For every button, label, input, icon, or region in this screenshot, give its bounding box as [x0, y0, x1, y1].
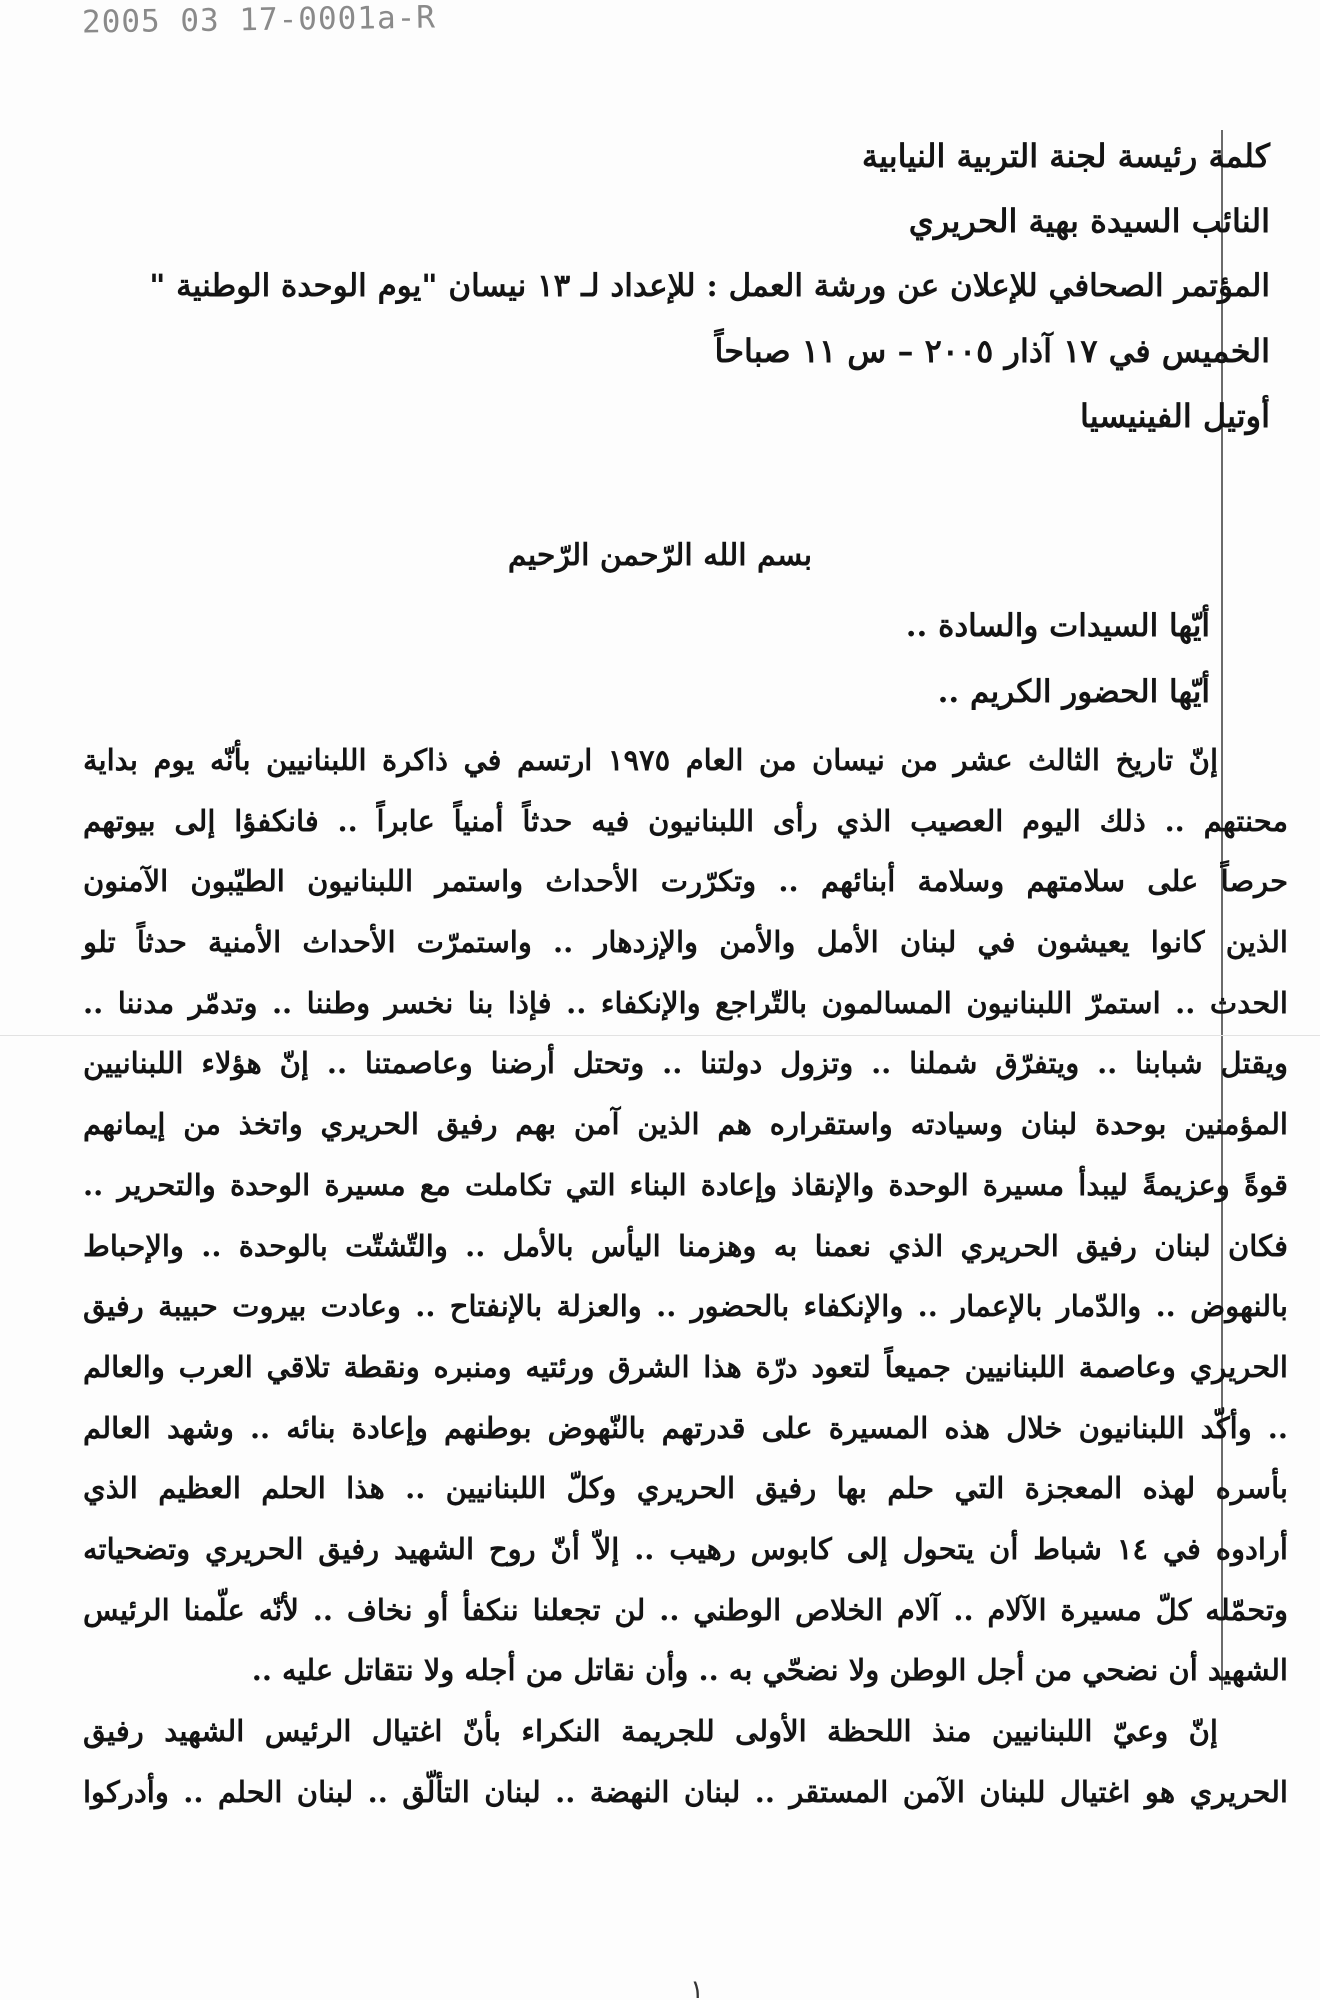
page-number: ١	[690, 1975, 704, 2005]
event-date: الخميس في ١٧ آذار ٢٠٠٥ – س ١١ صباحاً	[714, 332, 1270, 370]
salutations	[906, 593, 1210, 725]
salutation-line: أيّها السيدات والسادة ..	[905, 608, 1210, 644]
body-line: .. وأكّد اللبنانيون خلال هذه المسيرة على قدرتهم بالنّهوض بوطنهم وإعادة بنائه .. وشهد العالم	[83, 1410, 1288, 1445]
body-line: المؤمنين بوحدة لبنان وسيادته واستقراره هم الذين آمن بهم رفيق الحريري واتخذ من إيمانهم	[83, 1107, 1288, 1142]
basmala-heading: بسم الله الرّحمن الرّحيم	[507, 538, 813, 573]
body-line: وتحمّله كلّ مسيرة الآلام .. آلام الخلاص الوطني .. لن تجعلنا ننكفأ أو نخاف .. لأنّه علّمنا الرئيس	[83, 1592, 1288, 1627]
body-line: محنتهم .. ذلك اليوم العصيب الذي رأى اللبنانيون فيه حدثاً أمنياً عابراً .. فانكفؤا إلى بيوتهم	[83, 803, 1288, 838]
document-header	[150, 124, 1270, 449]
body-line: إنّ وعيّ اللبنانيين منذ اللحظة الأولى للجريمة النكراء بأنّ اغتيال الرئيس الشهيد رفيق	[83, 1714, 1218, 1748]
body-line: بأسره لهذه المعجزة التي حلم بها رفيق الحريري وكلّ اللبنانيين .. هذا الحلم العظيم الذي	[83, 1471, 1288, 1506]
speaker-name: النائب السيدة بهية الحريري	[908, 202, 1270, 240]
body-line: ويقتل شبابنا .. ويتفرّق شملنا .. وتزول دولتنا .. وتحتل أرضنا وعاصمتنا .. إنّ هؤلاء اللبنانيين	[83, 1046, 1288, 1081]
salutation-line: أيّها الحضور الكريم ..	[937, 674, 1210, 710]
event-venue: أوتيل الفينيسيا	[1079, 397, 1270, 435]
handwritten-reference-code: 2005 03 17-0001a-R	[81, 0, 437, 41]
body-line: الحريري هو اغتيال للبنان الآمن المستقر .. لبنان النهضة .. لبنان التألّق .. لبنان الحلم .. وأدركوا	[83, 1774, 1288, 1809]
event-title: المؤتمر الصحافي للإعلان عن ورشة العمل : للإعداد لـ ١٣ نيسان "يوم الوحدة الوطنية "	[149, 268, 1270, 304]
body-line: الشهيد أن نضحي من أجل الوطن ولا نضحّي به .. وأن نقاتل من أجله ولا نتقاتل عليه ..	[251, 1653, 1288, 1688]
body-line: فكان لبنان رفيق الحريري الذي نعمنا به وهزمنا اليأس بالأمل .. والتّشتّت بالوحدة .. والإحباط	[83, 1228, 1288, 1263]
speech-body	[83, 730, 1288, 1822]
body-line: قوةً وعزيمةً ليبدأ مسيرة الوحدة والإنقاذ وإعادة البناء التي تكاملت مع مسيرة الوحدة والتحرير ..	[83, 1167, 1288, 1202]
body-line: إنّ تاريخ الثالث عشر من نيسان من العام ١٩٧٥ ارتسم في ذاكرة اللبنانيين بأنّه يوم بداية	[83, 743, 1219, 777]
speaker-title: كلمة رئيسة لجنة التربية النيابية	[861, 137, 1270, 175]
body-line: الذين كانوا يعيشون في لبنان الأمل والأمن والإزدهار .. واستمرّت الأحداث الأمنية حدثاً تلو	[83, 925, 1288, 960]
body-line: أرادوه في ١٤ شباط أن يتحول إلى كابوس رهيب .. إلاّ أنّ روح الشهيد رفيق الحريري وتضحياته	[83, 1531, 1288, 1566]
body-line: بالنهوض .. والدّمار بالإعمار .. والإنكفاء بالحضور .. والعزلة بالإنفتاح .. وعادت بيروت حبيبة رفيق	[83, 1289, 1288, 1324]
body-line: الحدث .. استمرّ اللبنانيون المسالمون بالتّراجع والإنكفاء .. فإذا بنا نخسر وطننا .. وتدمّر مدننا ..	[83, 985, 1288, 1020]
body-line: حرصاً على سلامتهم وسلامة أبنائهم .. وتكرّرت الأحداث واستمر اللبنانيون الطيّبون الآمنون	[83, 864, 1288, 899]
body-line: الحريري وعاصمة اللبنانيين جميعاً لتعود درّة هذا الشرق ورئتيه ومنبره ونقطة تلاقي العرب والعالم	[83, 1349, 1288, 1384]
